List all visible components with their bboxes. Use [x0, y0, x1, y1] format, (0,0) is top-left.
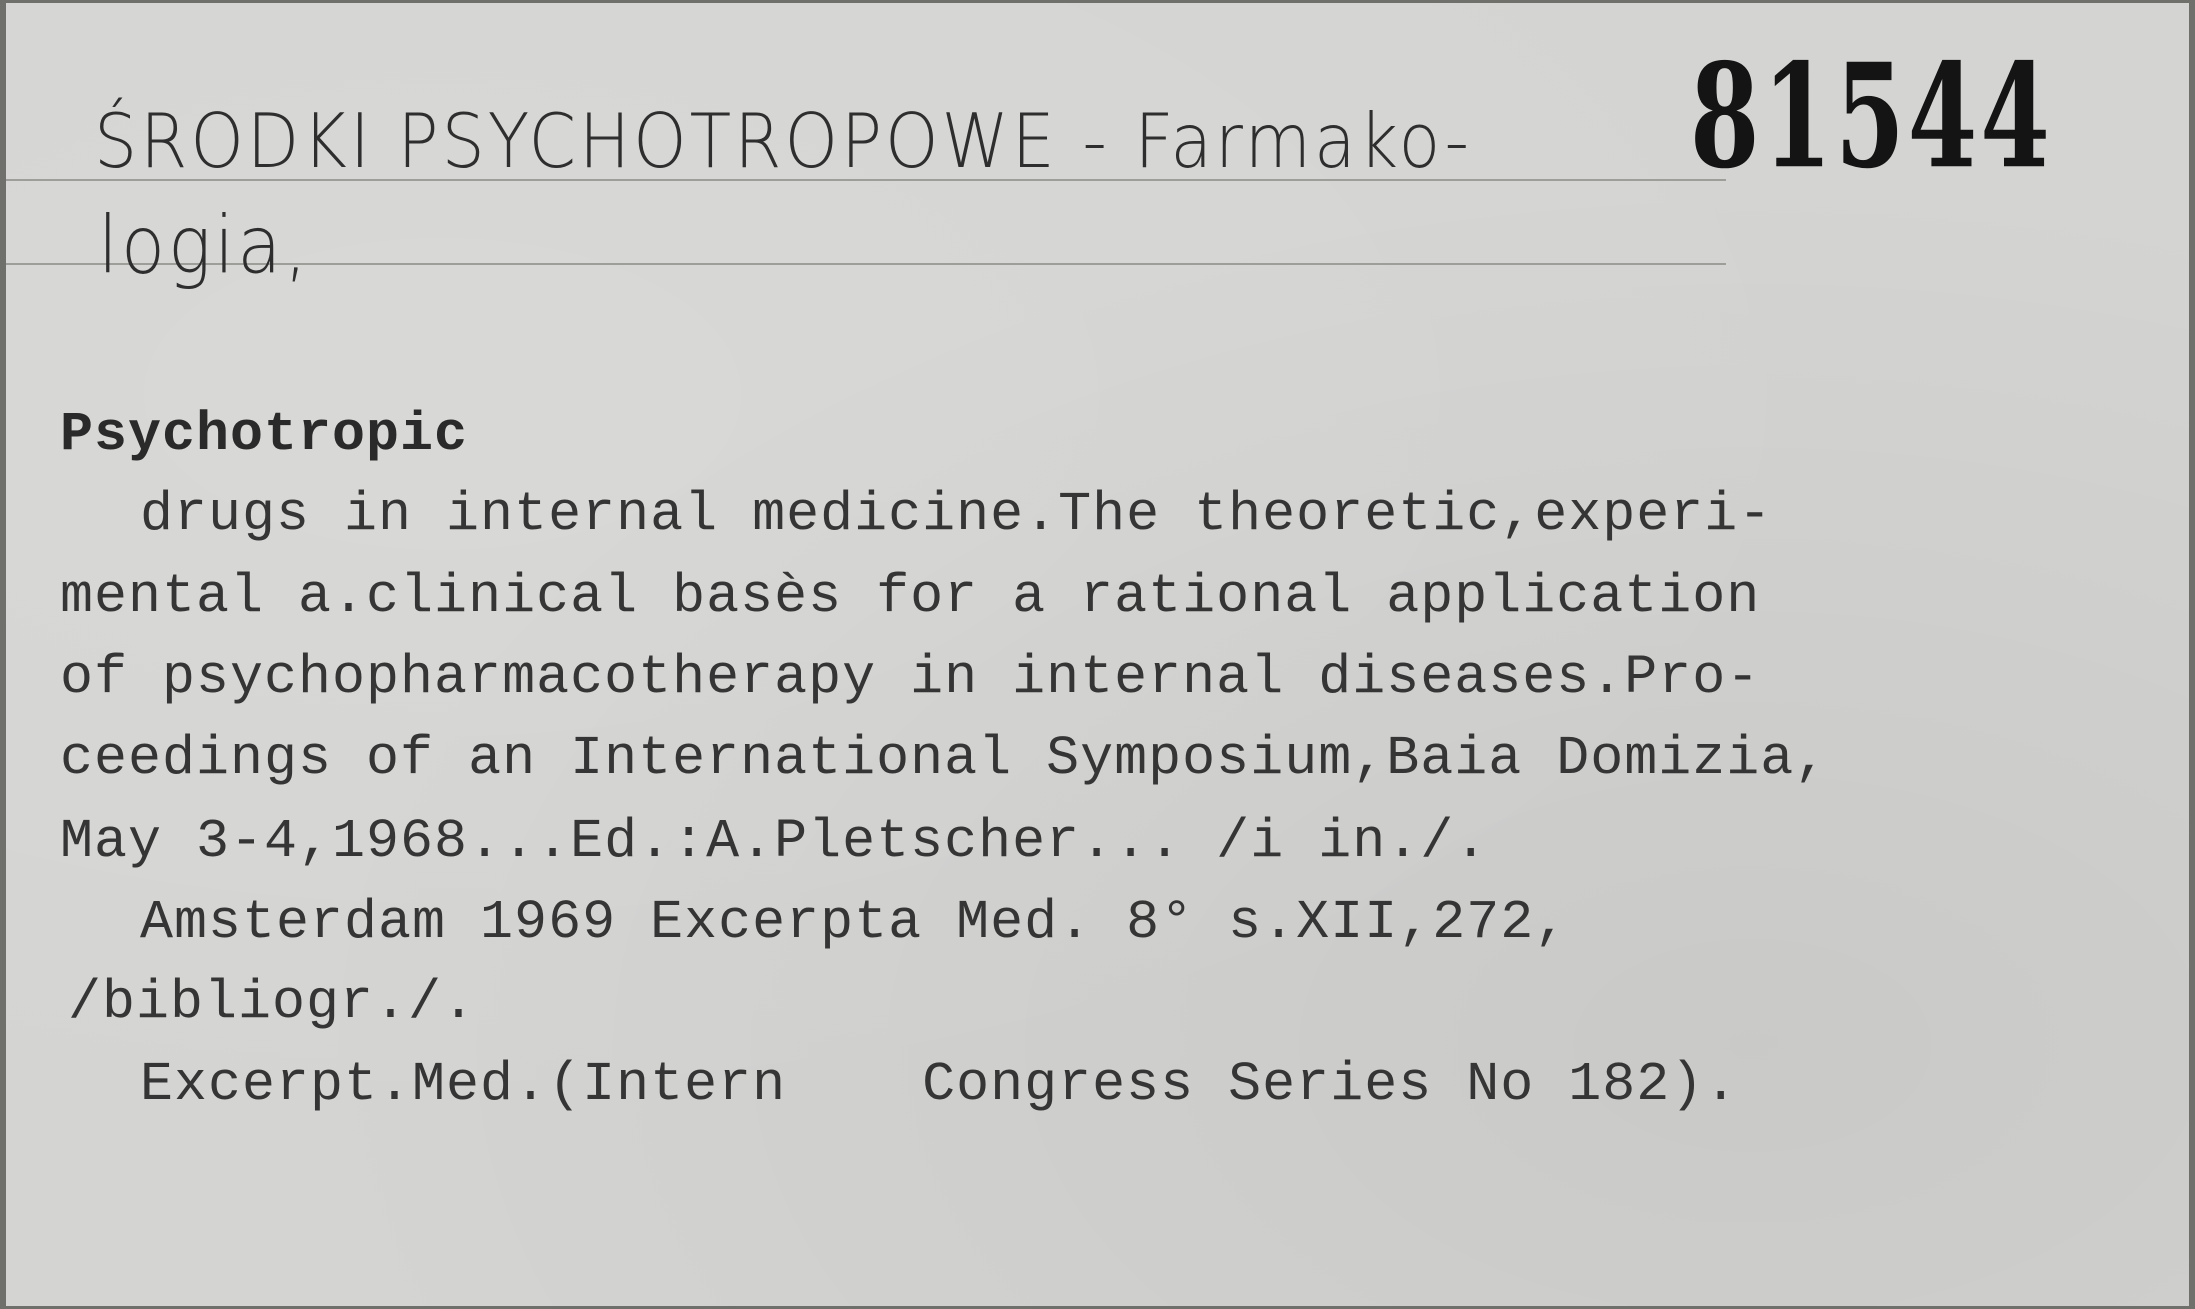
entry-title-line-3: mental a.clinical basès for a rational application [60, 565, 1761, 628]
entry-title-line-6: May 3-4,1968...Ed.:A.Pletscher... /i in./. [60, 810, 1489, 873]
subject-heading-line-1: ŚRODKI PSYCHOTROPOWE - Farmako- [94, 99, 1473, 186]
entry-title-line-2: drugs in internal medicine.The theoretic,experi- [140, 483, 1773, 546]
entry-title-line-4: of psychopharmacotherapy in internal diseases.Pro- [60, 646, 1761, 709]
series-note: Excerpt.Med.(Intern Congress Series No 182). [140, 1053, 1739, 1116]
entry-title-line-1: Psychotropic [60, 403, 469, 466]
imprint-line: Amsterdam 1969 Excerpta Med. 8° s.XII,272, [140, 891, 1569, 954]
entry-title-line-5: ceedings of an International Symposium,Baia Domizia, [60, 727, 1829, 790]
card-number-stamp: 81544 [1690, 33, 2053, 201]
bibliography-note: /bibliogr./. [68, 971, 477, 1034]
subject-heading-line-2: logia, [98, 199, 311, 292]
